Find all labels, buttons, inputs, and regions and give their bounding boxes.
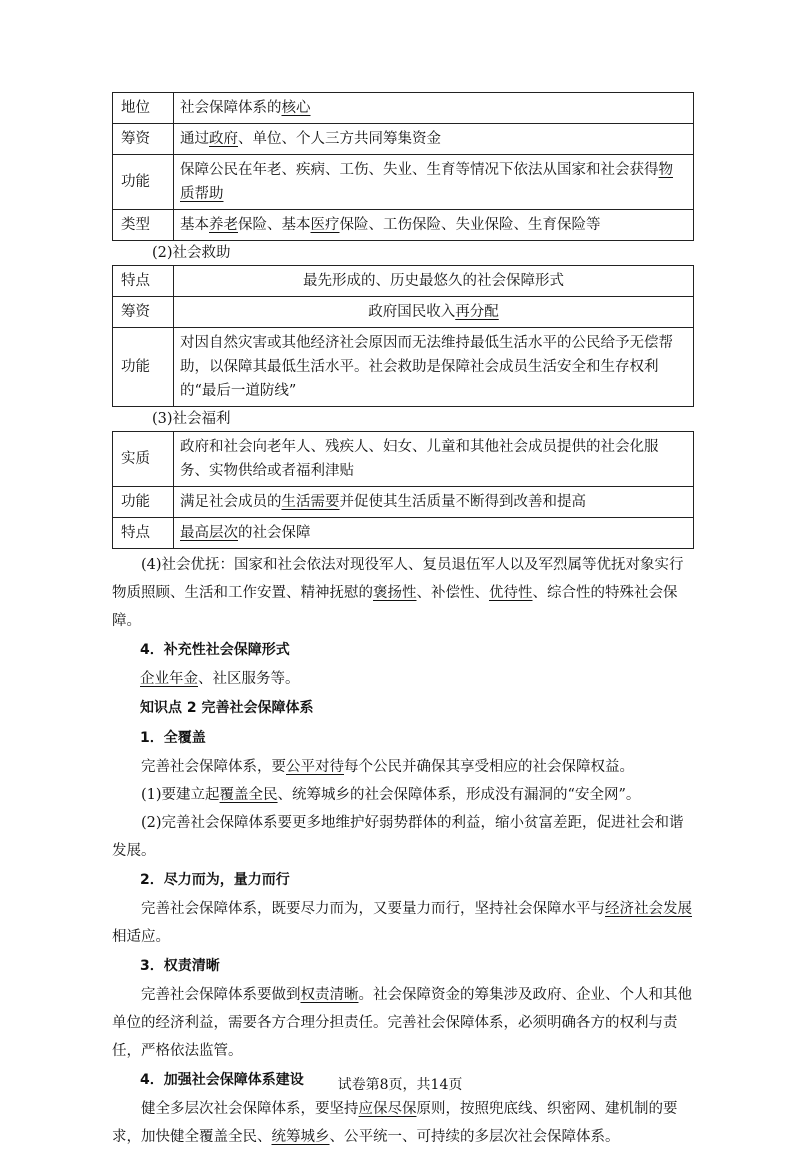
- underlined-term: 医疗: [310, 217, 340, 233]
- text-segment: 基本: [180, 217, 209, 233]
- row-label: 筹资: [113, 297, 174, 328]
- text-segment: (1)要建立起: [141, 787, 220, 803]
- row-label: 功能: [113, 328, 174, 407]
- underlined-term: 生活需要: [281, 494, 340, 510]
- text-segment: 政府和社会向老年人、残疾人、妇女、儿童和其他社会成员提供的社会化服务、实物供给或者福利津贴: [180, 439, 659, 479]
- underlined-term: 褒扬性: [373, 585, 417, 601]
- text-segment: 。社会保障资金的筹集涉及政府、企业、个人和其他单位的经济利益，需要各方合理分担责任。完善社会保障体系，必须明确各方的权利与责任，严格依法监管。: [112, 987, 692, 1059]
- supplementary-forms-text: [112, 665, 694, 693]
- social-welfare-table: [112, 431, 694, 549]
- row-label: 筹资: [113, 124, 174, 155]
- full-coverage-point-2: [112, 809, 694, 865]
- underlined-term: 企业年金: [140, 671, 198, 687]
- underlined-term: 物质帮助: [180, 162, 673, 202]
- heading-clear-rights-responsibilities: 3．权责清晰: [140, 958, 220, 974]
- text-segment: 健全多层次社会保障体系，要坚持: [141, 1101, 359, 1117]
- section-social-assistance-title: (2)社会救助: [152, 245, 231, 261]
- row-value: [174, 155, 694, 210]
- heading-do-best-within-means: 2．尽力而为，量力而行: [140, 872, 290, 888]
- table-row: [113, 210, 694, 241]
- row-value: [174, 124, 694, 155]
- table-row: [113, 93, 694, 124]
- row-value: [174, 93, 694, 124]
- heading-supplementary-forms: 4．补充性社会保障形式: [140, 642, 290, 658]
- text-segment: 、补偿性、: [416, 585, 489, 601]
- table-row: [113, 518, 694, 549]
- row-label: 功能: [113, 155, 174, 210]
- text-segment: 的社会保障: [238, 525, 311, 541]
- text-segment: 、统筹城乡的社会保障体系，形成没有漏洞的“安全网”。: [277, 787, 641, 803]
- row-label: 地位: [113, 93, 174, 124]
- text-segment: 保险、工伤保险、失业保险、生育保险等: [339, 217, 601, 233]
- knowledge-point-2-title: 知识点 2 完善社会保障体系: [140, 700, 314, 716]
- text-segment: 每个公民并确保其享受相应的社会保障权益。: [344, 759, 634, 775]
- row-value: [174, 210, 694, 241]
- page-footer: 试卷第8页，共14页: [337, 1077, 463, 1093]
- row-label: 特点: [113, 518, 174, 549]
- text-segment: 政府国民收入: [368, 304, 456, 320]
- table-row: [113, 328, 694, 407]
- underlined-term: 再分配: [455, 304, 499, 320]
- underlined-term: 统筹城乡: [271, 1129, 330, 1145]
- social-assistance-table: [112, 265, 694, 407]
- text-segment: 、公平统一、可持续的多层次社会保障体系。: [329, 1129, 620, 1145]
- table-row: [113, 266, 694, 297]
- row-value: [174, 328, 694, 407]
- text-segment: 通过: [180, 131, 209, 147]
- text-segment: 完善社会保障体系，要: [141, 759, 286, 775]
- full-coverage-point-1: [112, 781, 694, 809]
- table-row: [113, 297, 694, 328]
- text-segment: 完善社会保障体系，既要尽力而为，又要量力而行，坚持社会保障水平与: [141, 901, 605, 917]
- text-segment: (4)社会优抚：国家和社会依法对现役军人、复员退伍军人以及军烈属等优抚对象实行物质照顾、生活和工作安置、精神抚慰的: [112, 557, 684, 601]
- underlined-term: 覆盖全民: [219, 787, 278, 803]
- underlined-term: 养老: [209, 217, 238, 233]
- text-segment: 社会保障体系的: [180, 100, 282, 116]
- text-segment: 满足社会成员的: [180, 494, 282, 510]
- text-segment: 对因自然灾害或其他经济社会原因而无法维持最低生活水平的公民给予无偿帮助，以保障其最低生活水平。社会救助是保障社会成员生活安全和生存权利的“最后一道防线”: [180, 335, 673, 399]
- strengthen-system-text: [112, 1095, 694, 1151]
- text-segment: 原则，按照兜底线、织密网、建机制的要求，加快健全覆盖全民、: [112, 1101, 678, 1145]
- page-content: [112, 92, 694, 1151]
- underlined-term: 核心: [281, 100, 311, 116]
- text-segment: 相适应。: [112, 929, 170, 945]
- row-label: 功能: [113, 487, 174, 518]
- underlined-term: 权责清晰: [300, 987, 359, 1003]
- underlined-term: 优待性: [489, 585, 533, 601]
- heading-strengthen-system: 4．加强社会保障体系建设: [140, 1072, 304, 1088]
- row-label: 类型: [113, 210, 174, 241]
- section-social-welfare-title: (3)社会福利: [152, 411, 231, 427]
- full-coverage-text: [112, 753, 694, 781]
- row-value: [174, 432, 694, 487]
- table-row: [113, 487, 694, 518]
- do-best-within-means-text: [112, 895, 694, 951]
- table-row: [113, 432, 694, 487]
- underlined-term: 最高层次: [180, 525, 238, 541]
- table-row: [113, 124, 694, 155]
- text-segment: (2)完善社会保障体系要更多地维护好弱势群体的利益，缩小贫富差距，促进社会和谐发展。: [112, 815, 684, 859]
- section-social-preferential-treatment: [112, 551, 694, 635]
- text-segment: 保险、基本: [238, 217, 311, 233]
- text-segment: 、单位、个人三方共同筹集资金: [238, 131, 441, 147]
- row-value: [174, 297, 694, 328]
- text-segment: 并促使其生活质量不断得到改善和提高: [339, 494, 586, 510]
- underlined-term: 经济社会发展: [605, 901, 692, 917]
- text-segment: 、综合性的特殊社会保障。: [112, 585, 678, 629]
- row-label: 特点: [113, 266, 174, 297]
- heading-full-coverage: 1．全覆盖: [140, 730, 206, 746]
- underlined-term: 公平对待: [286, 759, 344, 775]
- table-row: [113, 155, 694, 210]
- underlined-term: 政府: [209, 131, 238, 147]
- text-segment: 最先形成的、历史最悠久的社会保障形式: [303, 273, 564, 289]
- row-value: [174, 487, 694, 518]
- row-label: 实质: [113, 432, 174, 487]
- text-segment: 完善社会保障体系要做到: [141, 987, 301, 1003]
- social-insurance-table: [112, 92, 694, 241]
- row-value: [174, 518, 694, 549]
- row-value: [174, 266, 694, 297]
- underlined-term: 应保尽保: [358, 1101, 417, 1117]
- clear-rights-responsibilities-text: [112, 981, 694, 1065]
- text-segment: 、社区服务等。: [198, 671, 300, 687]
- text-segment: 保障公民在年老、疾病、工伤、失业、生育等情况下依法从国家和社会获得: [180, 162, 659, 178]
